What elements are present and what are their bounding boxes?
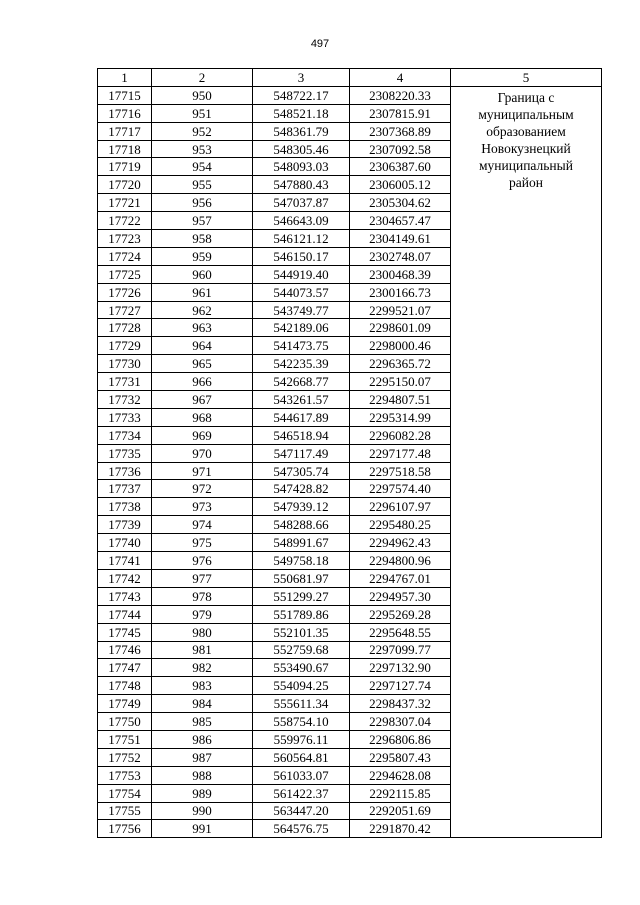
table-cell-col1: 17736 (98, 462, 152, 480)
table-cell-col1: 17756 (98, 820, 152, 838)
table-cell-col4: 2300468.39 (350, 265, 451, 283)
table-cell-col4: 2295269.28 (350, 605, 451, 623)
table-cell-col1: 17732 (98, 391, 152, 409)
table-cell-col3: 563447.20 (253, 802, 350, 820)
table-cell-col1: 17724 (98, 247, 152, 265)
table-cell-col4: 2308220.33 (350, 86, 451, 104)
table-cell-col4: 2299521.07 (350, 301, 451, 319)
table-cell-col3: 544617.89 (253, 408, 350, 426)
table-cell-col4: 2295807.43 (350, 748, 451, 766)
table-cell-col3: 547428.82 (253, 480, 350, 498)
boundary-description-line: образованием (486, 123, 566, 139)
table-cell-col1: 17715 (98, 86, 152, 104)
table-cell-col2: 957 (152, 212, 253, 230)
table-cell-col4: 2298437.32 (350, 695, 451, 713)
table-cell-col4: 2295150.07 (350, 373, 451, 391)
table-cell-col1: 17745 (98, 623, 152, 641)
table-cell-col4: 2307815.91 (350, 104, 451, 122)
table-cell-col3: 546150.17 (253, 247, 350, 265)
table-cell-col4: 2296806.86 (350, 730, 451, 748)
table-cell-col1: 17729 (98, 337, 152, 355)
table-cell-col4: 2307092.58 (350, 140, 451, 158)
table-cell-col1: 17740 (98, 534, 152, 552)
table-cell-col1: 17733 (98, 408, 152, 426)
table-cell-col2: 971 (152, 462, 253, 480)
table-cell-col2: 954 (152, 158, 253, 176)
table-cell-col1: 17743 (98, 587, 152, 605)
boundary-description-line: муниципальный (479, 157, 573, 173)
table-cell-col1: 17722 (98, 212, 152, 230)
table-cell-col1: 17751 (98, 730, 152, 748)
table-cell-col4: 2305304.62 (350, 194, 451, 212)
table-cell-col1: 17747 (98, 659, 152, 677)
table-cell-col4: 2296107.97 (350, 498, 451, 516)
table-cell-col1: 17741 (98, 552, 152, 570)
table-cell-col3: 547117.49 (253, 444, 350, 462)
table-cell-col2: 962 (152, 301, 253, 319)
table-cell-col1: 17721 (98, 194, 152, 212)
table-cell-col1: 17754 (98, 784, 152, 802)
table-cell-col4: 2298601.09 (350, 319, 451, 337)
table-cell-col2: 987 (152, 748, 253, 766)
table-header-row (98, 69, 602, 87)
table-cell-col1: 17731 (98, 373, 152, 391)
table-cell-col3: 554094.25 (253, 677, 350, 695)
table-cell-col4: 2292115.85 (350, 784, 451, 802)
table-cell-col3: 552101.35 (253, 623, 350, 641)
table-cell-col3: 550681.97 (253, 569, 350, 587)
table-cell-col4: 2297132.90 (350, 659, 451, 677)
table-cell-col2: 988 (152, 766, 253, 784)
table-cell-col3: 558754.10 (253, 713, 350, 731)
table-cell-col1: 17738 (98, 498, 152, 516)
table-cell-col1: 17748 (98, 677, 152, 695)
table-cell-col2: 970 (152, 444, 253, 462)
table-cell-col2: 984 (152, 695, 253, 713)
table-cell-col4: 2297177.48 (350, 444, 451, 462)
table-cell-col3: 549758.18 (253, 552, 350, 570)
table-cell-col4: 2294962.43 (350, 534, 451, 552)
table-cell-col1: 17752 (98, 748, 152, 766)
table-cell-col1: 17750 (98, 713, 152, 731)
table-cell-col2: 981 (152, 641, 253, 659)
table-cell-col2: 963 (152, 319, 253, 337)
table-cell-col3: 547939.12 (253, 498, 350, 516)
table-cell-col2: 972 (152, 480, 253, 498)
table-cell-col2: 991 (152, 820, 253, 838)
table-cell-col3: 564576.75 (253, 820, 350, 838)
table-cell-col2: 985 (152, 713, 253, 731)
table-cell-col1: 17742 (98, 569, 152, 587)
table-cell-col2: 982 (152, 659, 253, 677)
table-cell-col3: 551789.86 (253, 605, 350, 623)
table-cell-col4: 2296365.72 (350, 355, 451, 373)
column-header-3: 3 (253, 69, 350, 87)
table-cell-col3: 542189.06 (253, 319, 350, 337)
table-row (98, 86, 602, 104)
column-header-4: 4 (350, 69, 451, 87)
table-cell-col3: 542668.77 (253, 373, 350, 391)
table-cell-col4: 2292051.69 (350, 802, 451, 820)
table-cell-col1: 17717 (98, 122, 152, 140)
table-cell-col2: 986 (152, 730, 253, 748)
table-cell-col3: 543749.77 (253, 301, 350, 319)
table-cell-col2: 958 (152, 230, 253, 248)
table-cell-col4: 2296082.28 (350, 426, 451, 444)
table-cell-col4: 2297518.58 (350, 462, 451, 480)
table-cell-col2: 968 (152, 408, 253, 426)
table-cell-col4: 2304657.47 (350, 212, 451, 230)
table-cell-col3: 548305.46 (253, 140, 350, 158)
table-cell-col3: 542235.39 (253, 355, 350, 373)
table-cell-col3: 548521.18 (253, 104, 350, 122)
table-cell-col4: 2295648.55 (350, 623, 451, 641)
table-cell-col4: 2297099.77 (350, 641, 451, 659)
table-cell-col3: 544919.40 (253, 265, 350, 283)
table-cell-col2: 964 (152, 337, 253, 355)
table-cell-col2: 950 (152, 86, 253, 104)
table-cell-col1: 17720 (98, 176, 152, 194)
table-cell-col4: 2297127.74 (350, 677, 451, 695)
table-cell-col1: 17718 (98, 140, 152, 158)
table-cell-col1: 17734 (98, 426, 152, 444)
table-cell-col4: 2298307.04 (350, 713, 451, 731)
table-cell-col2: 953 (152, 140, 253, 158)
table-cell-col2: 955 (152, 176, 253, 194)
table-cell-col2: 959 (152, 247, 253, 265)
table-cell-col4: 2294800.96 (350, 552, 451, 570)
table-cell-col3: 546643.09 (253, 212, 350, 230)
table-cell-col2: 974 (152, 516, 253, 534)
table-cell-col3: 547880.43 (253, 176, 350, 194)
table-cell-col2: 965 (152, 355, 253, 373)
table-body (98, 86, 602, 837)
table-cell-col1: 17737 (98, 480, 152, 498)
table-cell-col2: 956 (152, 194, 253, 212)
table-cell-col3: 546518.94 (253, 426, 350, 444)
table-cell-col1: 17719 (98, 158, 152, 176)
table-cell-col1: 17725 (98, 265, 152, 283)
table-cell-col1: 17723 (98, 230, 152, 248)
table-cell-col1: 17749 (98, 695, 152, 713)
table-cell-col1: 17735 (98, 444, 152, 462)
coordinates-table (97, 68, 602, 838)
table-cell-col3: 541473.75 (253, 337, 350, 355)
table-cell-col3: 560564.81 (253, 748, 350, 766)
boundary-description (451, 86, 602, 837)
table-cell-col4: 2295480.25 (350, 516, 451, 534)
table-cell-col4: 2306387.60 (350, 158, 451, 176)
column-header-1: 1 (98, 69, 152, 87)
table-cell-col4: 2302748.07 (350, 247, 451, 265)
table-cell-col2: 969 (152, 426, 253, 444)
table-cell-col3: 548093.03 (253, 158, 350, 176)
table-cell-col2: 966 (152, 373, 253, 391)
table-cell-col2: 961 (152, 283, 253, 301)
table-cell-col2: 977 (152, 569, 253, 587)
table-cell-col3: 551299.27 (253, 587, 350, 605)
column-header-2: 2 (152, 69, 253, 87)
table-cell-col3: 561422.37 (253, 784, 350, 802)
table-cell-col1: 17726 (98, 283, 152, 301)
table-cell-col4: 2306005.12 (350, 176, 451, 194)
table-cell-col2: 975 (152, 534, 253, 552)
table-cell-col2: 976 (152, 552, 253, 570)
table-cell-col1: 17716 (98, 104, 152, 122)
table-cell-col4: 2300166.73 (350, 283, 451, 301)
table-cell-col2: 979 (152, 605, 253, 623)
table-cell-col3: 553490.67 (253, 659, 350, 677)
table-cell-col3: 548991.67 (253, 534, 350, 552)
table-cell-col3: 559976.11 (253, 730, 350, 748)
table-cell-col1: 17744 (98, 605, 152, 623)
table-cell-col2: 989 (152, 784, 253, 802)
boundary-description-line: Новокузнецкий (481, 140, 571, 156)
table-cell-col4: 2294957.30 (350, 587, 451, 605)
table-cell-col1: 17746 (98, 641, 152, 659)
boundary-description-line: район (509, 174, 543, 190)
table-cell-col3: 555611.34 (253, 695, 350, 713)
table-cell-col1: 17730 (98, 355, 152, 373)
table-cell-col2: 980 (152, 623, 253, 641)
table-cell-col2: 960 (152, 265, 253, 283)
table-cell-col4: 2295314.99 (350, 408, 451, 426)
table-cell-col1: 17727 (98, 301, 152, 319)
table-cell-col4: 2294807.51 (350, 391, 451, 409)
table-cell-col3: 547305.74 (253, 462, 350, 480)
table-cell-col4: 2291870.42 (350, 820, 451, 838)
boundary-description-line: муниципальным (478, 106, 574, 122)
table-cell-col1: 17739 (98, 516, 152, 534)
table-cell-col1: 17755 (98, 802, 152, 820)
table-cell-col3: 547037.87 (253, 194, 350, 212)
table-cell-col3: 548361.79 (253, 122, 350, 140)
table-cell-col4: 2304149.61 (350, 230, 451, 248)
table-cell-col3: 543261.57 (253, 391, 350, 409)
table-cell-col3: 544073.57 (253, 283, 350, 301)
table-cell-col2: 983 (152, 677, 253, 695)
table-cell-col1: 17753 (98, 766, 152, 784)
column-header-5: 5 (451, 69, 602, 87)
table-cell-col2: 978 (152, 587, 253, 605)
table-cell-col2: 952 (152, 122, 253, 140)
table-cell-col4: 2297574.40 (350, 480, 451, 498)
table-cell-col3: 561033.07 (253, 766, 350, 784)
table-cell-col3: 552759.68 (253, 641, 350, 659)
boundary-description-line: Граница с (497, 89, 555, 105)
table-cell-col4: 2307368.89 (350, 122, 451, 140)
table-cell-col4: 2294767.01 (350, 569, 451, 587)
table-cell-col3: 548722.17 (253, 86, 350, 104)
table-cell-col3: 546121.12 (253, 230, 350, 248)
table-cell-col4: 2294628.08 (350, 766, 451, 784)
table-cell-col2: 973 (152, 498, 253, 516)
page-number: 497 (310, 38, 330, 50)
table-cell-col1: 17728 (98, 319, 152, 337)
table-cell-col3: 548288.66 (253, 516, 350, 534)
table-cell-col2: 990 (152, 802, 253, 820)
table-cell-col4: 2298000.46 (350, 337, 451, 355)
table-cell-col2: 951 (152, 104, 253, 122)
table-cell-col2: 967 (152, 391, 253, 409)
